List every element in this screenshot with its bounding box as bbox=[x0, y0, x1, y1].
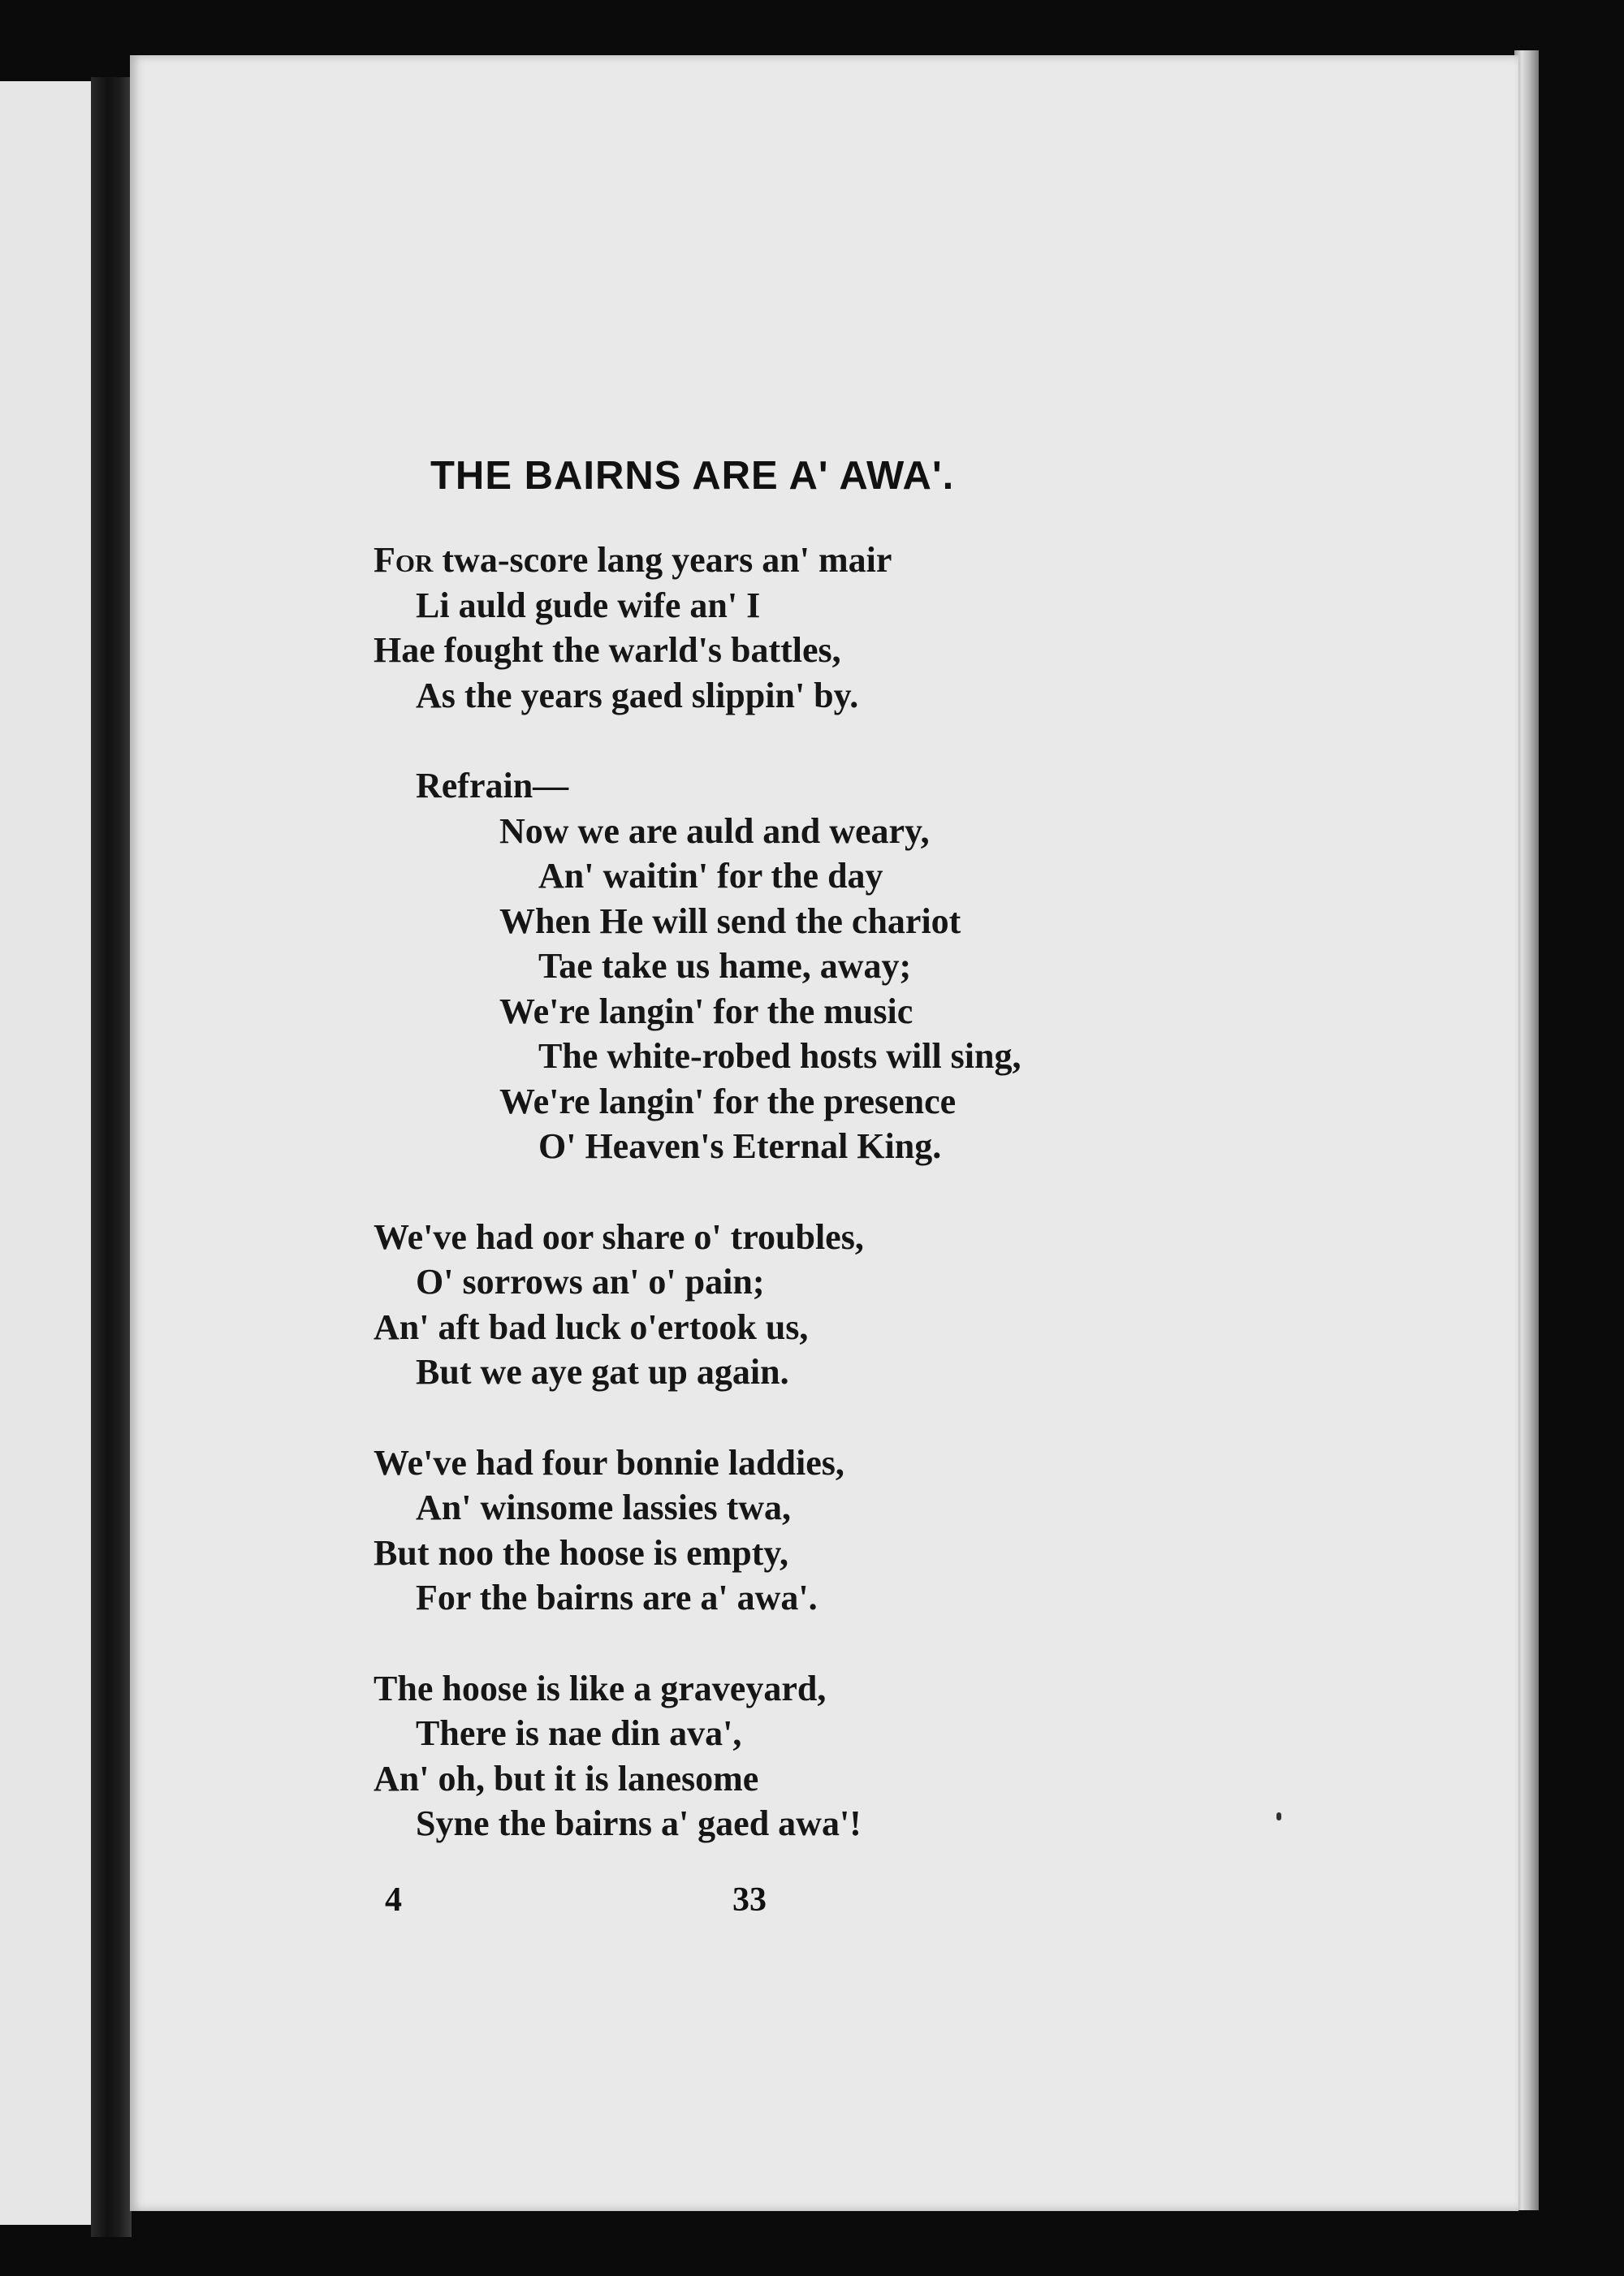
drop-word: For bbox=[374, 540, 434, 580]
stanza-5 bbox=[374, 1666, 1186, 1846]
poem-line: Syne the bairns a' gaed awa'! bbox=[416, 1803, 862, 1843]
poem-line: The white-robed hosts will sing, bbox=[538, 1036, 1021, 1076]
poem-line bbox=[374, 538, 1186, 583]
poem-line: Now we are auld and weary, bbox=[499, 810, 930, 851]
poem-line: We're langin' for the presence bbox=[499, 1081, 957, 1121]
poem-line: Hae fought the warld's battles, bbox=[374, 630, 841, 670]
poem-line: We've had oor share o' troubles, bbox=[374, 1216, 864, 1257]
poem-line: O' Heaven's Eternal King. bbox=[538, 1126, 942, 1166]
refrain-label: Refrain— bbox=[416, 766, 569, 805]
poem-line: As the years gaed slippin' by. bbox=[416, 675, 859, 715]
facing-page-edge bbox=[0, 81, 91, 2225]
poem-line: An' winsome lassies twa, bbox=[416, 1488, 792, 1527]
scan-speck bbox=[1276, 1812, 1281, 1820]
line-rest: twa-score lang years an' mair bbox=[433, 540, 892, 580]
stanza-1 bbox=[374, 538, 1186, 718]
poem-title: THE BAIRNS ARE A' AWA'. bbox=[430, 454, 955, 498]
poem-line: But noo the hoose is empty, bbox=[374, 1532, 788, 1573]
signature-mark: 4 bbox=[385, 1881, 402, 1919]
poem-line: There is nae din ava', bbox=[416, 1713, 742, 1753]
poem-line: O' sorrows an' o' pain; bbox=[416, 1262, 765, 1302]
poem-line: But we aye gat up again. bbox=[416, 1352, 789, 1392]
page-number: 33 bbox=[732, 1881, 767, 1919]
poem-line: An' aft bad luck o'ertook us, bbox=[374, 1306, 809, 1347]
stanza-4 bbox=[374, 1440, 1186, 1621]
poem-line: When He will send the chariot bbox=[499, 900, 961, 941]
poem-line: An' oh, but it is lanesome bbox=[374, 1758, 759, 1799]
refrain bbox=[374, 763, 1186, 1169]
poem-line: For the bairns are a' awa'. bbox=[416, 1578, 818, 1617]
poem-line: Li auld gude wife an' I bbox=[416, 585, 761, 625]
poem-line: Tae take us hame, away; bbox=[538, 946, 912, 986]
poem-line: We've had four bonnie laddies, bbox=[374, 1442, 844, 1483]
book-gutter bbox=[91, 77, 132, 2237]
stanza-3 bbox=[374, 1215, 1186, 1395]
poem-line: We're langin' for the music bbox=[499, 991, 914, 1031]
poem-line: The hoose is like a graveyard, bbox=[374, 1668, 827, 1708]
poem-body bbox=[374, 538, 1186, 1892]
poem-line: An' waitin' for the day bbox=[538, 856, 883, 896]
